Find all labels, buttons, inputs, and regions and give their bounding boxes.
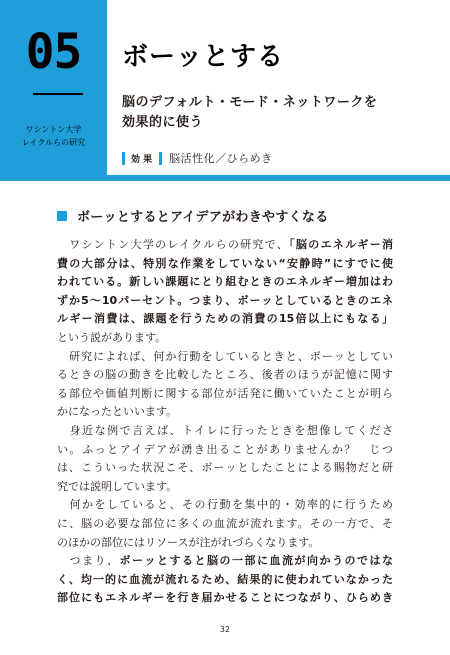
emphasis-text: 「脳のエネルギー消 [289,238,393,251]
body-text-run: る部位や価値判断に関する部位が活発に働いていたことが明ら [57,386,393,400]
body-line [57,552,393,571]
effect-separator-icon [159,152,162,165]
body-line [57,255,393,274]
body-line [57,310,393,329]
subtitle-line: 脳のデフォルト・モード・ネットワークを [122,95,378,110]
effect-bar-icon [122,152,125,165]
page-subtitle [122,93,377,133]
square-bullet-icon [57,211,67,221]
body-text-run: に、脳の必要な部位に多くの血流が流れます。その一方で、そ [57,516,393,530]
body-line [57,534,393,553]
body-line [57,515,393,534]
body-text-run: い。ふっとアイデアが湧き出ることがありませんか？ じつ [57,442,393,456]
body-line [57,273,393,292]
section-heading-text: ボーッとするとアイデアがわきやすくなる [77,210,329,225]
body-text-run: 身近な例で言えば、トイレに行ったときを想像してくださ [57,423,393,437]
body-line [57,403,393,422]
emphasis-text: 費の大部分は、特別な作業をしていない“安静時”にすでに使 [57,256,393,270]
body-line [57,441,393,460]
chapter-number: 05 [25,24,82,80]
body-line [57,292,393,311]
body-line [57,422,393,441]
emphasis-text: われている。新しい課題にとり組むときのエネルギー増加はわ [57,275,393,289]
emphasis-text: ずか5〜10パーセント。つまり、ボーッとしているときのエネ [57,293,393,307]
caption-line: レイクルらの研究 [21,138,86,147]
body-line [57,385,393,404]
body-line [57,496,393,515]
chapter-number-rule [33,93,83,95]
page-number: 32 [219,625,231,634]
body-line [57,329,393,348]
body-line [57,478,393,497]
body-line [57,236,393,255]
body-text-run: という説があります。 [57,330,167,344]
page-title: ボーッとする [122,42,285,72]
body-line [57,348,393,367]
body-text [57,236,393,608]
body-line [57,571,393,590]
body-text-run: 研究によれば、何か行動をしているときと、ボーッとしてい [57,349,393,363]
body-text-run: のほかの部位にはリソースが注がれづらくなります。 [57,535,320,549]
body-text-run: 究では説明しています。 [57,479,178,493]
body-text-run: 何かをしていると、その行動を集中的・効率的に行うため [57,498,393,512]
emphasis-text: ルギー消費は、課題を行うための消費の15倍以上にもなる」 [57,312,393,326]
body-line [57,366,393,385]
body-line [57,459,393,478]
body-text-run: ワシントン大学のレイクルらの研究で、 [57,238,290,251]
body-text-run: るときの脳の動きを比較したところ、後者のほうが記憶に関す [57,368,393,382]
subtitle-line: 効果的に使う [122,115,204,130]
emphasis-text: く、均一的に血流が流れるため、結果的に使われていなかった [57,572,393,586]
panel-caption [0,123,107,149]
caption-line: ワシントン大学 [25,125,82,134]
effect-row [122,150,273,166]
body-line [57,589,393,608]
emphasis-text: ボーッとすると脳の一部に血流が向かうのではな [119,554,393,568]
body-text-run: は、こういった状況こそ、ボーッとしたことによる賜物だと研 [57,461,393,475]
effect-label: 効 果 [131,154,153,165]
body-text-run: かになったといいます。 [57,405,178,419]
header-divider [107,175,450,181]
body-text-run: つまり、 [57,554,120,568]
section-heading [57,206,329,225]
effect-value: 脳活性化／ひらめき [169,152,273,165]
chapter-panel [0,0,107,181]
emphasis-text: 部位にもエネルギーを行き届かせることにつながり、ひらめき [57,591,393,605]
